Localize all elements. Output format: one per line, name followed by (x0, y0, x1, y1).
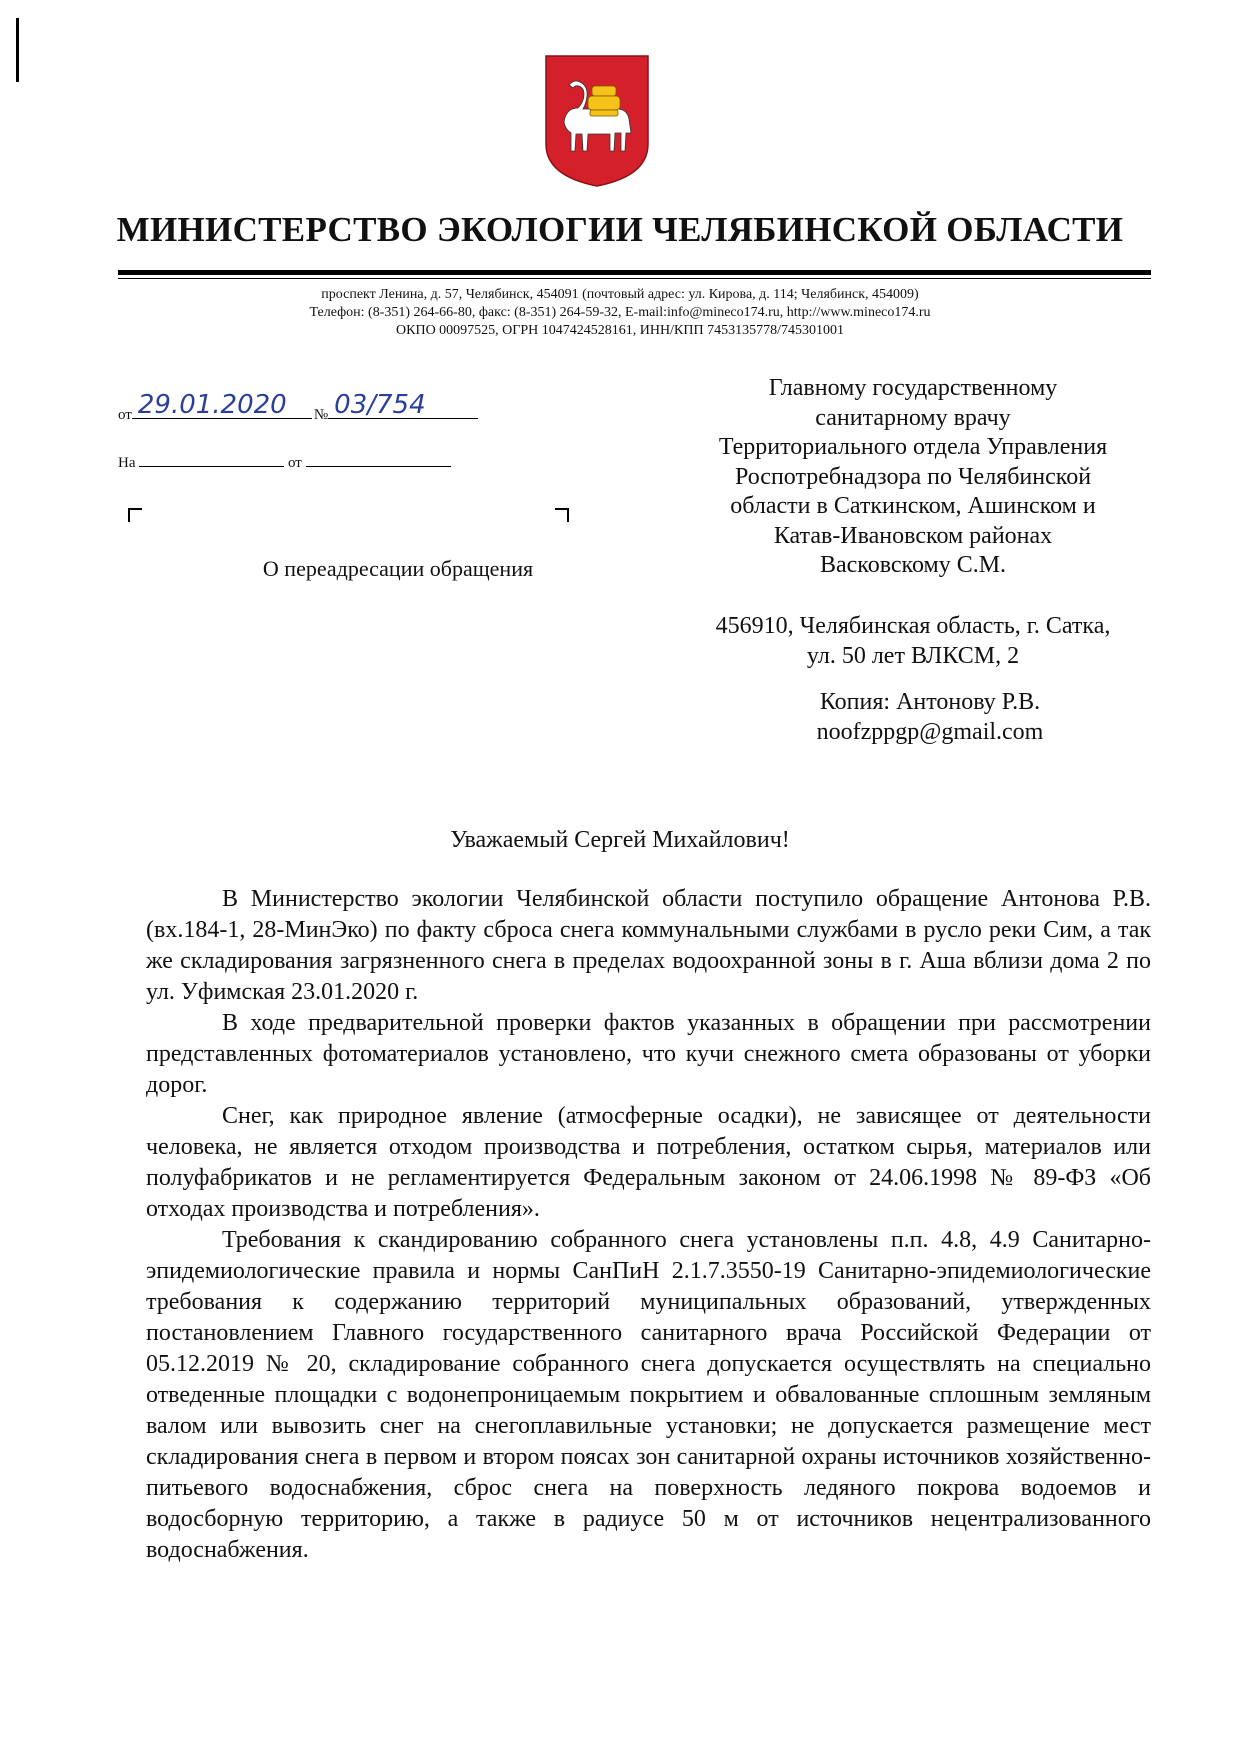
copy-name: Копия: Антонову Р.В. (819, 689, 1041, 715)
contact-phone-email: Телефон: (8-351) 264-66-80, факс: (8-351) 264-59-32, E-mail:info@mineco174.ru, http://www.mineco174.ru (309, 305, 931, 320)
addressee-block (672, 374, 1154, 581)
incoming-reference (118, 448, 451, 472)
address-line: ул. 50 лет ВЛКСМ, 2 (806, 642, 1020, 669)
letter-body (146, 884, 1151, 1566)
subject-bracket-right (555, 508, 569, 522)
coat-of-arms-icon (542, 52, 652, 188)
body-paragraph: Требования к скандированию собранного снега установлены п.п. 4.8, 4.9 Санитарно-эпидемиологические правила и нормы СанПиН 2.1.7.3550-19 Санитарно-эпидемиологические требования к содержанию территорий муниципальных образований, утвержденных постановлением Главного государственного санитарного врача Российской Федерации от 05.12.2019 № 20, складирование собранного снега допускается осуществлять на специально отведенные площадки с водонепроницаемым покрытием и обвалованные сплошным земляным валом или вывозить снег на снегоплавильные установки; не допускается размещение мест складирования снега в первом и втором поясах зон санитарной охраны источников хозяйственно-питьевого водоснабжения, сброс снега на поверхность ледяного покрова водоемов и водосборную территорию, а также в радиусе 50 м от источников нецентрализованного водоснабжения. (146, 1227, 1151, 1563)
header-divider-thin (118, 278, 1151, 279)
letter-subject: О переадресации обращения (262, 556, 534, 581)
header-divider-thick (118, 270, 1151, 275)
number-prefix: № (313, 407, 329, 423)
addressee-line: Катав-Ивановском районах (773, 522, 1053, 549)
number-line (328, 390, 478, 420)
reference-date-line (306, 448, 451, 467)
outgoing-registration (118, 390, 478, 424)
body-paragraph: В ходе предварительной проверки фактов указанных в обращении при рассмотрении представленных фотоматериалов установлено, что кучи снежного смета образованы от уборки дорог. (146, 1010, 1151, 1098)
ministry-contacts (0, 286, 1240, 340)
subject-bracket-left (128, 508, 142, 522)
contact-registry-codes: ОКПО 00097525, ОГРН 1047424528161, ИНН/КПП 7453135778/745301001 (396, 323, 844, 338)
addressee-line: области в Саткинском, Ашинском и (730, 493, 1096, 519)
addressee-line: санитарному врачу (815, 404, 1011, 431)
salutation: Уважаемый Сергей Михайлович! (450, 827, 790, 853)
addressee-name: Васковскому С.М. (819, 552, 1007, 578)
reference-prefix: На (118, 455, 136, 471)
date-line (132, 390, 312, 420)
handwritten-number: 03/754 (334, 390, 426, 420)
contact-address: проспект Ленина, д. 57, Челябинск, 454091 (почтовый адрес: ул. Кирова, д. 114; Челябинск, 454009) (321, 287, 919, 302)
body-paragraph: В Министерство экологии Челябинской области поступило обращение Антонова Р.В. (вх.184-1, 28-МинЭко) по факту сброса снега коммунальными службами в русло реки Сим, а так же складирования загрязненного снега в пределах водоохранной зоны в г. Аша вблизи дома 2 по ул. Уфимская 23.01.2020 г. (146, 886, 1151, 1005)
addressee-line: Роспотребнадзора по Челябинской (734, 463, 1092, 490)
scan-edge-mark (16, 18, 19, 82)
address-line: 456910, Челябинская область, г. Сатка, (715, 613, 1111, 639)
date-prefix: от (118, 407, 132, 423)
reference-date-prefix: от (288, 455, 302, 471)
ministry-title: МИНИСТЕРСТВО ЭКОЛОГИИ ЧЕЛЯБИНСКОЙ ОБЛАСТИ (116, 210, 1124, 249)
handwritten-date: 29.01.2020 (137, 390, 287, 420)
body-paragraph: Снег, как природное явление (атмосферные осадки), не зависящее от деятельности человека, не является отходом производства и потребления, остатком сырья, материалов или полуфабрикатов и не регламентируется Федеральным законом от 24.06.1998 № 89-ФЗ «Об отходах производства и потребления». (146, 1103, 1151, 1222)
copy-email: noofzppgp@gmail.com (816, 718, 1044, 745)
addressee-postal-address (672, 612, 1154, 671)
addressee-line: Территориального отдела Управления (718, 434, 1108, 460)
addressee-line: Главному государственному (768, 375, 1058, 401)
reference-number-line (139, 448, 284, 467)
copy-recipient (720, 688, 1140, 747)
